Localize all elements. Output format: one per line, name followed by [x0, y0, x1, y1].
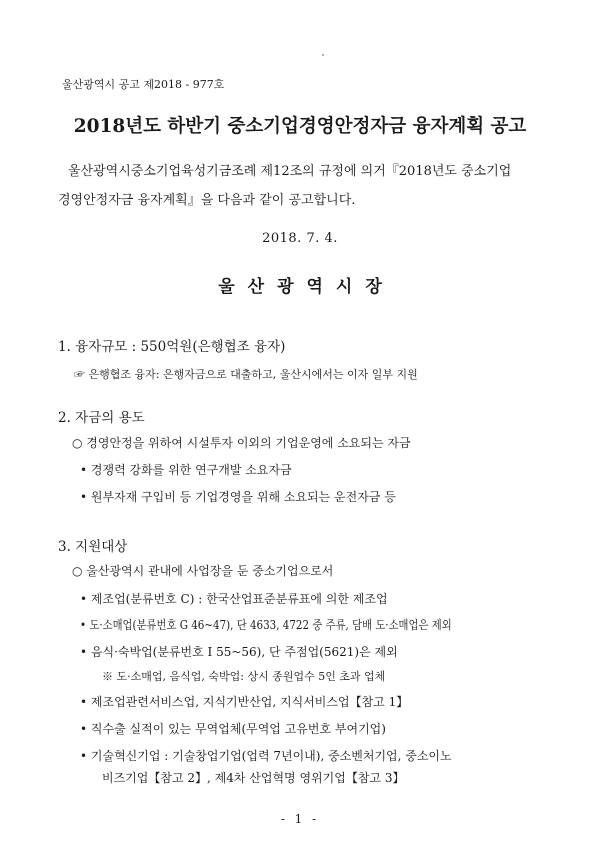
section-3-bullet: • 제조업관련서비스업, 지식기반산업, 지식서비스업【참고 1】 [80, 695, 409, 709]
section-3-main: ○ 울산광역시 관내에 사업장을 둔 중소기업으로서 [72, 564, 334, 578]
section-1-heading: 1. 융자규모 : 550억원(은행협조 융자) [58, 339, 286, 355]
section-3-bullet-continuation: 비즈기업【참고 2】, 제4차 산업혁명 영위기업【참고 3】 [102, 771, 405, 785]
page-title: 2018년도 하반기 중소기업경영안정자금 융자계획 공고 [73, 116, 527, 137]
section-3-heading: 3. 지원대상 [58, 539, 128, 555]
section-3-bullet: • 제조업(분류번호 C) : 한국산업표준분류표에 의한 제조업 [80, 592, 388, 606]
section-3-bullet: • 직수출 실적이 있는 무역업체(무역업 고유번호 부여기업) [80, 722, 386, 736]
notice-number: 울산광역시 공고 제2018 - 977호 [62, 78, 225, 91]
notice-date: 2018. 7. 4. [262, 231, 338, 246]
intro-line-1: 울산광역시중소기업육성기금조례 제12조의 규정에 의거『2018년도 중소기업 [68, 164, 512, 179]
section-3-note: ※ 도·소매업, 음식업, 숙박업: 상시 종원업수 5인 초과 업체 [102, 670, 386, 683]
section-2-bullet: • 원부자재 구입비 등 기업경영을 위해 소요되는 운전자금 등 [80, 490, 396, 504]
section-2-bullet: • 경쟁력 강화를 위한 연구개발 소요자금 [80, 463, 292, 477]
intro-line-2: 경영안정자금 융자계획』을 다음과 같이 공고합니다. [58, 193, 356, 208]
issuer-name: 울산광역시장 [218, 277, 395, 297]
section-3-bullet: • 기술혁신기업 : 기술창업기업(업력 7년이내), 중소벤처기업, 중소이노 [80, 749, 452, 763]
section-2-heading: 2. 자금의 용도 [58, 410, 145, 426]
section-3-bullet-text: • 도·소매업(분류번호 G 46~47), 단 4633, 4722 중 주류, 담배 도·소매업은 제외 [80, 618, 452, 632]
page-number: - 1 - [280, 812, 320, 826]
section-3-bullet [80, 616, 512, 633]
section-1-note: ☞ 은행협조 융자: 은행자금으로 대출하고, 울산시에서는 이자 일부 지원 [74, 368, 418, 381]
section-2-main: ○ 경영안정을 위하여 시설투자 이외의 기업운영에 소요되는 자금 [72, 436, 411, 450]
scan-speck [322, 54, 324, 56]
section-3-bullet: • 음식·숙박업(분류번호 I 55~56), 단 주점업(5621)은 제외 [80, 645, 398, 659]
